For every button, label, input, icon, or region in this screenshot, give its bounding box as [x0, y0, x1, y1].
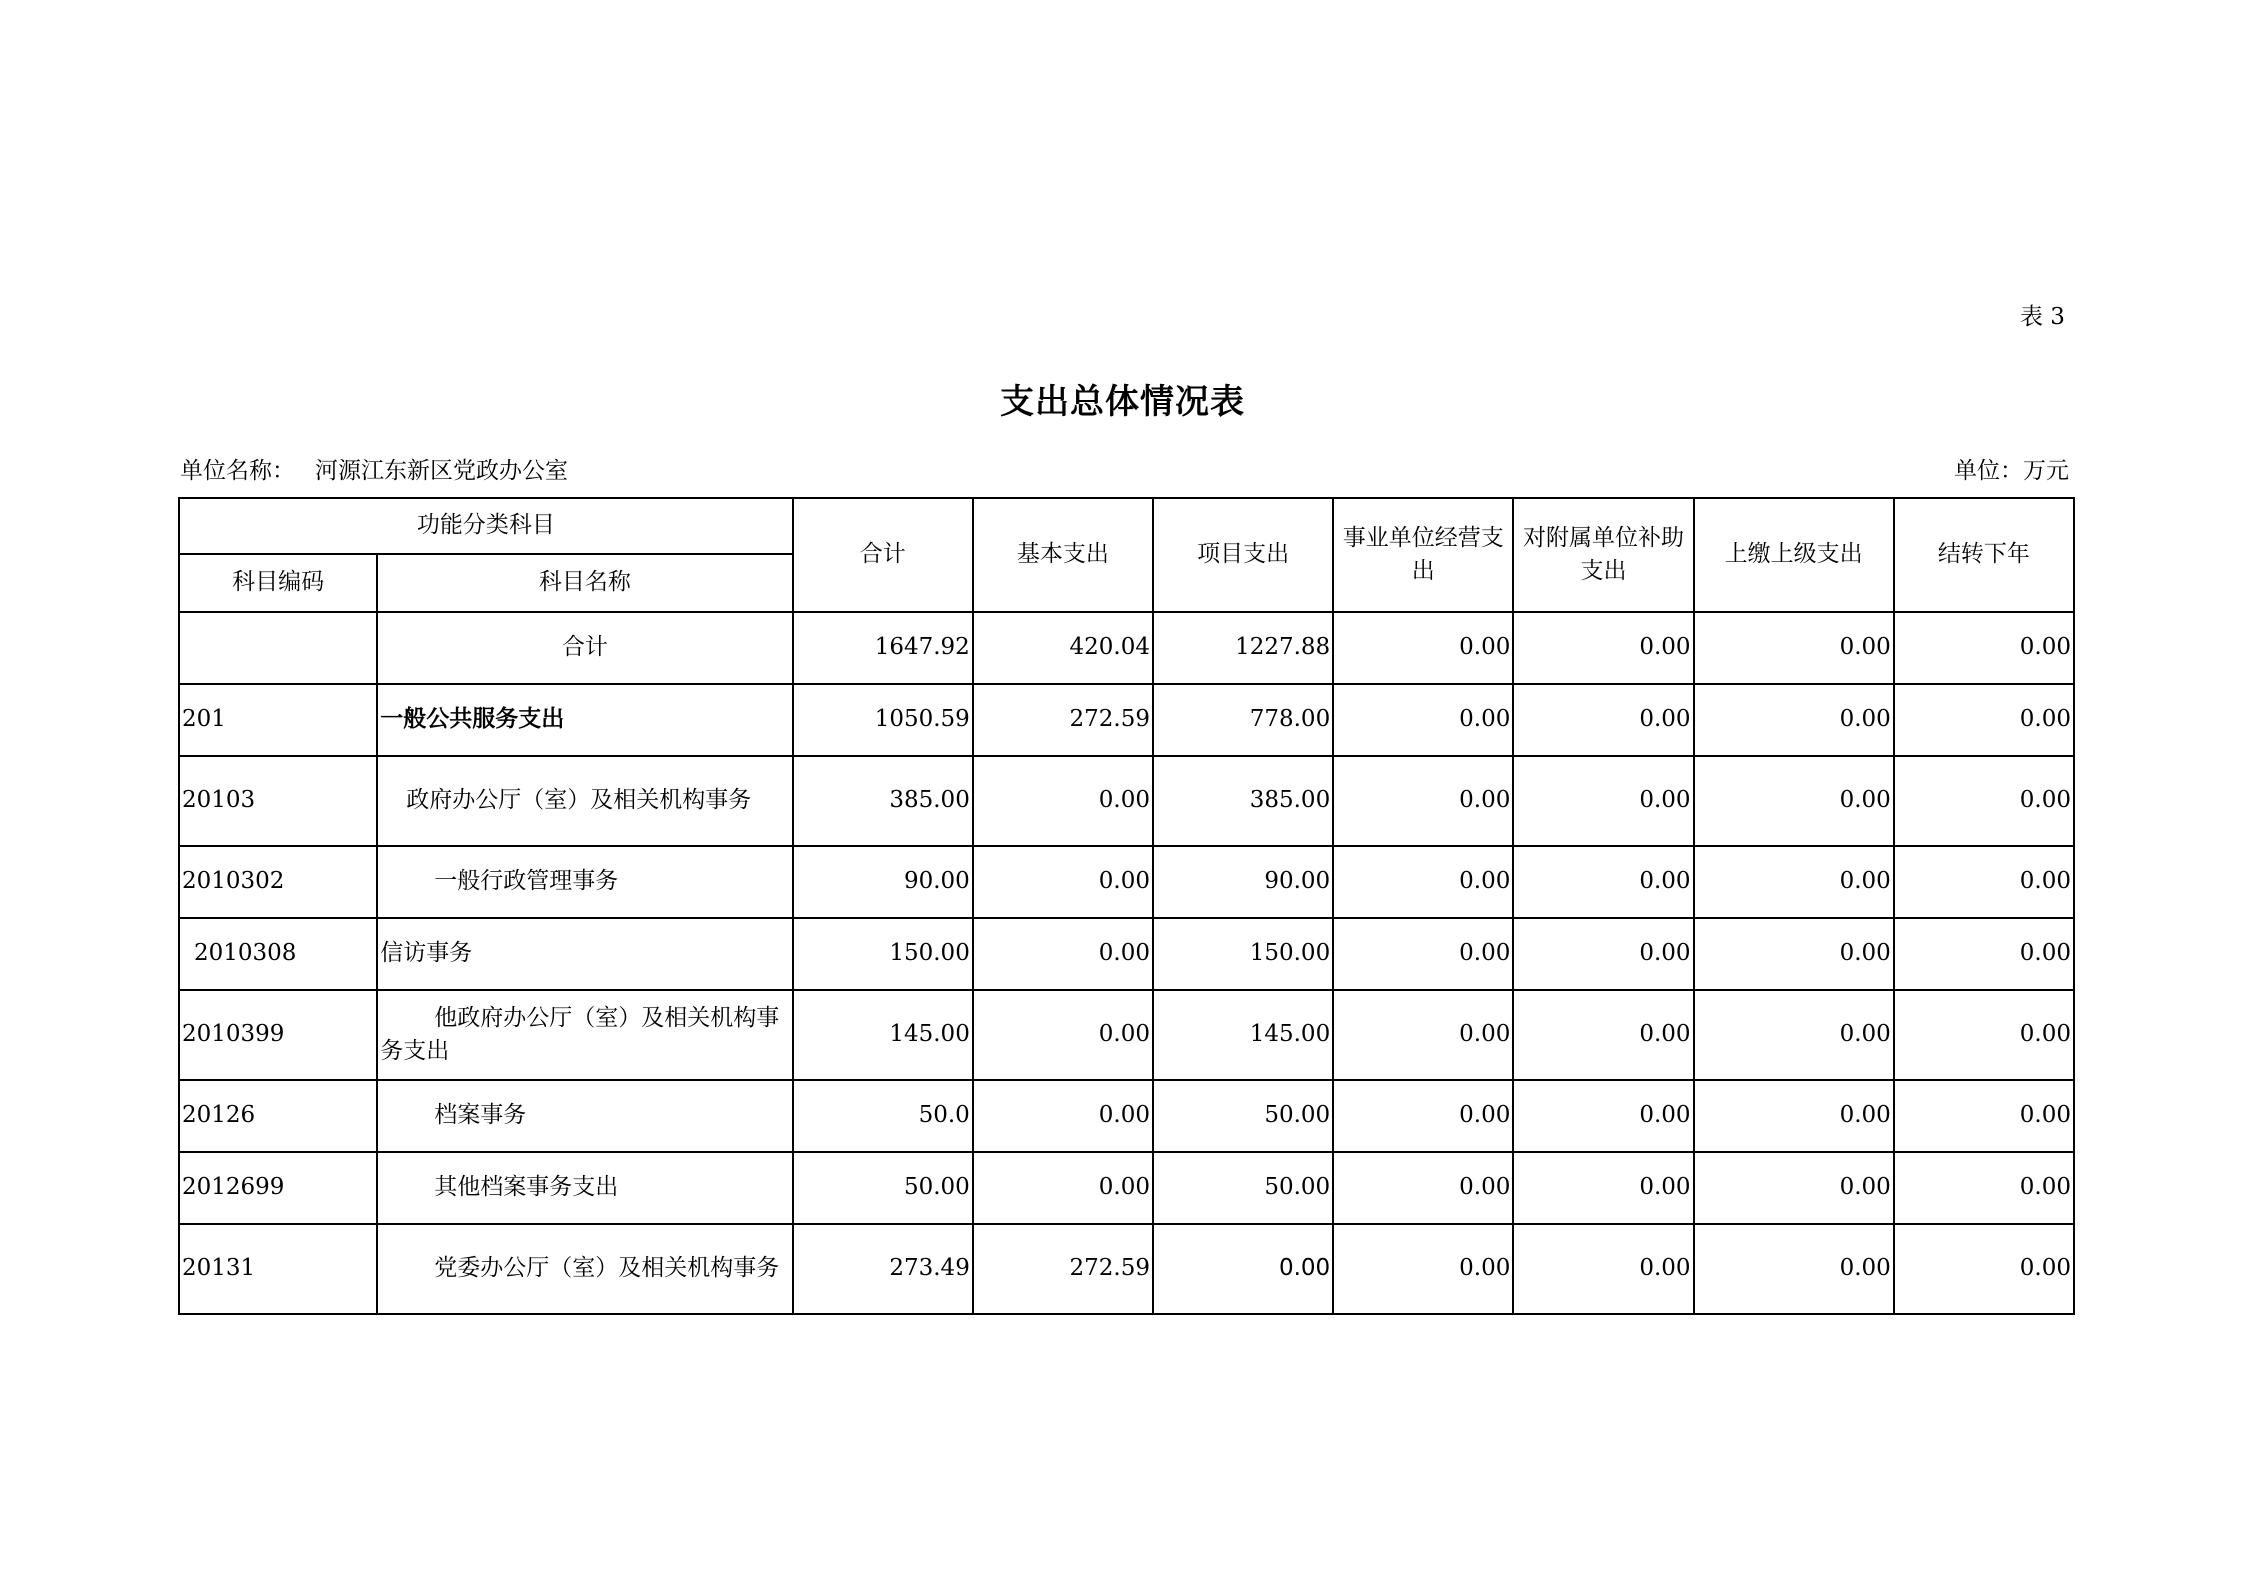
row-carry: 0.00 — [1894, 990, 2074, 1080]
table-row — [179, 990, 2074, 1080]
row-code: 20126 — [179, 1080, 377, 1152]
row-upper: 0.00 — [1694, 612, 1894, 684]
row-basic: 0.00 — [973, 918, 1153, 990]
table-row — [179, 1152, 2074, 1224]
row-carry: 0.00 — [1894, 1080, 2074, 1152]
header-business: 事业单位经营支出 — [1333, 498, 1513, 612]
row-project: 0.00 — [1153, 1224, 1333, 1314]
row-carry: 0.00 — [1894, 1152, 2074, 1224]
row-code: 20103 — [179, 756, 377, 846]
row-upper: 0.00 — [1694, 918, 1894, 990]
header-name: 科目名称 — [377, 554, 792, 612]
row-name: 其他档案事务支出 — [377, 1152, 792, 1224]
row-project: 50.00 — [1153, 1152, 1333, 1224]
row-business: 0.00 — [1333, 756, 1513, 846]
header-total: 合计 — [793, 498, 973, 612]
header-code: 科目编码 — [179, 554, 377, 612]
row-name: 合计 — [377, 612, 792, 684]
row-basic: 272.59 — [973, 1224, 1153, 1314]
row-subsidy: 0.00 — [1513, 918, 1693, 990]
row-upper: 0.00 — [1694, 990, 1894, 1080]
row-code: 20131 — [179, 1224, 377, 1314]
row-basic: 0.00 — [973, 846, 1153, 918]
header-basic: 基本支出 — [973, 498, 1153, 612]
row-subsidy: 0.00 — [1513, 684, 1693, 756]
row-total: 273.49 — [793, 1224, 973, 1314]
row-basic: 272.59 — [973, 684, 1153, 756]
table-row — [179, 612, 2074, 684]
row-total: 1050.59 — [793, 684, 973, 756]
row-total: 150.00 — [793, 918, 973, 990]
header-row-1 — [179, 498, 2074, 554]
row-code: 2010308 — [179, 918, 377, 990]
page-title: 支出总体情况表 — [1000, 382, 1245, 422]
row-name: 党委办公厅（室）及相关机构事务 — [377, 1224, 792, 1314]
row-total: 1647.92 — [793, 612, 973, 684]
expenditure-table — [178, 497, 2075, 1315]
row-subsidy: 0.00 — [1513, 990, 1693, 1080]
row-code — [179, 612, 377, 684]
row-basic: 0.00 — [973, 1080, 1153, 1152]
row-project: 50.00 — [1153, 1080, 1333, 1152]
row-upper: 0.00 — [1694, 846, 1894, 918]
row-name: 他政府办公厅（室）及相关机构事务支出 — [377, 990, 792, 1080]
row-business: 0.00 — [1333, 918, 1513, 990]
table-number: 表 3 — [2020, 304, 2065, 330]
row-subsidy: 0.00 — [1513, 1080, 1693, 1152]
row-upper: 0.00 — [1694, 1152, 1894, 1224]
table-row — [179, 846, 2074, 918]
row-subsidy: 0.00 — [1513, 1224, 1693, 1314]
table-row — [179, 1224, 2074, 1314]
header-category-group: 功能分类科目 — [179, 498, 793, 554]
header-upper: 上缴上级支出 — [1694, 498, 1894, 612]
row-project: 90.00 — [1153, 846, 1333, 918]
row-business: 0.00 — [1333, 1080, 1513, 1152]
row-subsidy: 0.00 — [1513, 612, 1693, 684]
row-basic: 0.00 — [973, 756, 1153, 846]
row-name: 政府办公厅（室）及相关机构事务 — [377, 756, 792, 846]
row-subsidy: 0.00 — [1513, 756, 1693, 846]
row-basic: 0.00 — [973, 1152, 1153, 1224]
row-project: 145.00 — [1153, 990, 1333, 1080]
row-code: 2010399 — [179, 990, 377, 1080]
row-carry: 0.00 — [1894, 756, 2074, 846]
row-project: 1227.88 — [1153, 612, 1333, 684]
row-business: 0.00 — [1333, 990, 1513, 1080]
row-carry: 0.00 — [1894, 1224, 2074, 1314]
unit-name-value: 河源江东新区党政办公室 — [315, 458, 568, 484]
row-name: 档案事务 — [377, 1080, 792, 1152]
row-business: 0.00 — [1333, 612, 1513, 684]
row-basic: 420.04 — [973, 612, 1153, 684]
row-carry: 0.00 — [1894, 684, 2074, 756]
unit-name-line — [180, 452, 568, 485]
row-business: 0.00 — [1333, 1152, 1513, 1224]
table-row — [179, 684, 2074, 756]
row-carry: 0.00 — [1894, 612, 2074, 684]
row-project: 385.00 — [1153, 756, 1333, 846]
row-basic: 0.00 — [973, 990, 1153, 1080]
row-code: 201 — [179, 684, 377, 756]
row-carry: 0.00 — [1894, 918, 2074, 990]
unit-name-label: 单位名称： — [180, 458, 295, 484]
row-total: 385.00 — [793, 756, 973, 846]
header-carry: 结转下年 — [1894, 498, 2074, 612]
row-name: 一般公共服务支出 — [377, 684, 792, 756]
row-business: 0.00 — [1333, 846, 1513, 918]
money-unit: 单位：万元 — [1954, 458, 2069, 484]
row-upper: 0.00 — [1694, 1224, 1894, 1314]
row-total: 50.0 — [793, 1080, 973, 1152]
row-subsidy: 0.00 — [1513, 846, 1693, 918]
row-business: 0.00 — [1333, 684, 1513, 756]
header-project: 项目支出 — [1153, 498, 1333, 612]
row-carry: 0.00 — [1894, 846, 2074, 918]
row-upper: 0.00 — [1694, 756, 1894, 846]
row-total: 50.00 — [793, 1152, 973, 1224]
table-row — [179, 918, 2074, 990]
row-business: 0.00 — [1333, 1224, 1513, 1314]
row-name: 一般行政管理事务 — [377, 846, 792, 918]
row-code: 2012699 — [179, 1152, 377, 1224]
row-total: 145.00 — [793, 990, 973, 1080]
row-subsidy: 0.00 — [1513, 1152, 1693, 1224]
table-row — [179, 756, 2074, 846]
row-code: 2010302 — [179, 846, 377, 918]
row-project: 778.00 — [1153, 684, 1333, 756]
row-total: 90.00 — [793, 846, 973, 918]
row-upper: 0.00 — [1694, 1080, 1894, 1152]
table-row — [179, 1080, 2074, 1152]
row-upper: 0.00 — [1694, 684, 1894, 756]
row-project: 150.00 — [1153, 918, 1333, 990]
row-name: 信访事务 — [377, 918, 792, 990]
header-subsidy: 对附属单位补助支出 — [1513, 498, 1693, 612]
